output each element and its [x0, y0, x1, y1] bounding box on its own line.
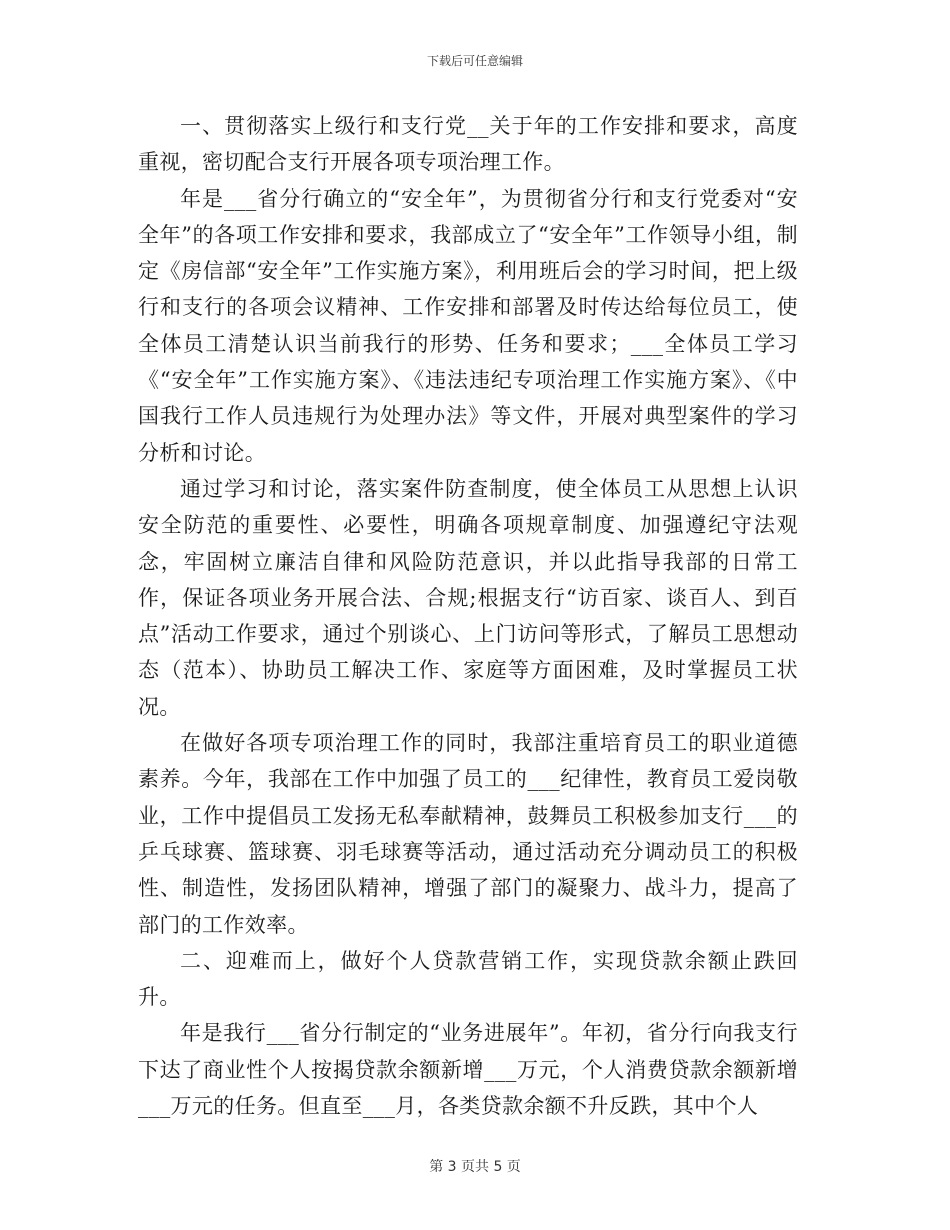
paragraph-6: 年是我行___省分行制定的“业务进展年”。年初，省分行向我支行下达了商业性个人按揭贷款余额新增___万元，个人消费贷款余额新增___万元的任务。但直至___月，各类贷款余额不升反跌，其中个人 [138, 1021, 798, 1119]
paragraph-2: 年是___省分行确立的“安全年”，为贯彻省分行和支行党委对“安全年”的各项工作安排和要求，我部成立了“安全年”工作领导小组，制定《房信部“安全年”工作实施方案》，利用班后会的学习时间，把上级行和支行的各项会议精神、工作安排和部署及时传达给每位员工，使全体员工清楚认识当前我行的形势、任务和要求；___全体员工学习《“安全年”工作实施方案》、《违法违纪专项治理工作实施方案》、《中国我行工作人员违规行为处理办法》等文件，开展对典型案件的学习分析和讨论。 [138, 186, 798, 465]
page-footer [0, 1158, 950, 1176]
paragraph-5: 二、迎难而上，做好个人贷款营销工作，实现贷款余额止跌回升。 [138, 948, 798, 1010]
paragraph-3: 通过学习和讨论，落实案件防查制度，使全体员工从思想上认识安全防范的重要性、必要性，明确各项规章制度、加强遵纪守法观念，牢固树立廉洁自律和风险防范意识，并以此指导我部的日常工作，保证各项业务开展合法、合规;根据支行“访百家、谈百人、到百点”活动工作要求，通过个别谈心、上门访问等形式，了解员工思想动态（范本）、协助员工解决工作、家庭等方面困难，及时掌握员工状况。 [138, 476, 798, 719]
paragraph-1: 一、贯彻落实上级行和支行党__关于年的工作安排和要求，高度重视，密切配合支行开展各项专项治理工作。 [138, 114, 798, 175]
paragraph-4: 在做好各项专项治理工作的同时，我部注重培育员工的职业道德素养。今年，我部在工作中加强了员工的___纪律性，教育员工爱岗敬业，工作中提倡员工发扬无私奉献精神，鼓舞员工积极参加支行___的乒乓球赛、篮球赛、羽毛球赛等活动，通过活动充分调动员工的积极性、制造性，发扬团队精神，增强了部门的凝聚力、战斗力，提高了部门的工作效率。 [138, 731, 798, 937]
page-number: 第 3 页共 5 页 [429, 1159, 521, 1175]
page-header [0, 53, 950, 69]
document-body [138, 108, 798, 1124]
header-note: 下载后可任意编辑 [426, 54, 523, 68]
